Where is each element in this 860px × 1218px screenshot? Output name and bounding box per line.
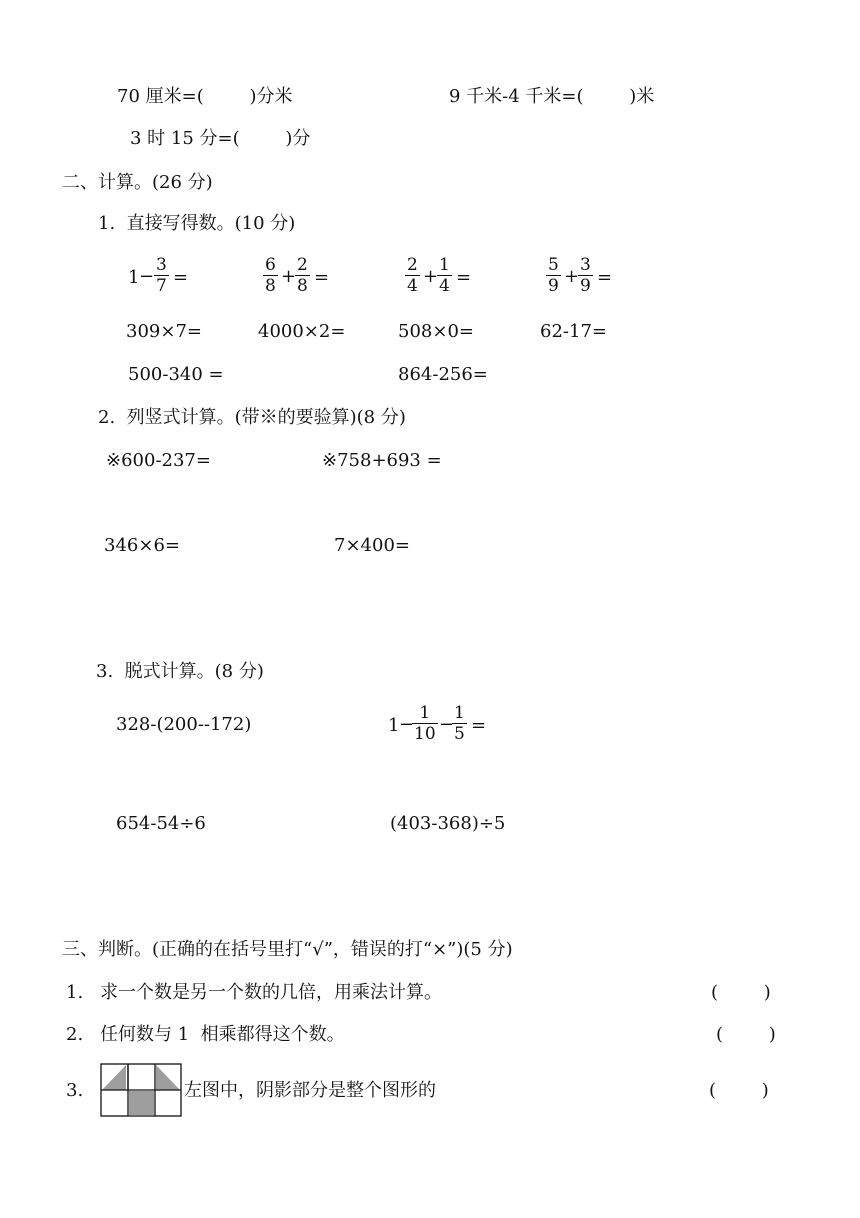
calc-500-340: 500-340 = [128,364,224,385]
judge-2-answer-blank[interactable]: ( ) [716,1024,776,1045]
calc-864-256: 864-256= [398,364,488,385]
q2-title: 2. 列竖式计算。(带※的要验算)(8 分) [98,407,406,428]
unit-conversion-cm: 70 厘米=( )分米 [117,86,293,107]
step-calc-1: 328-(200--172) [116,714,252,735]
judge-3-number: 3. [66,1080,84,1101]
judge-2-text: 任何数与 1 相乘都得这个数。 [100,1024,345,1045]
judge-1-answer-blank[interactable]: ( ) [711,982,771,1003]
vertical-calc-4: 7×400= [334,535,410,556]
step-calc-4: (403-368)÷5 [390,813,506,834]
judge-1-text: 求一个数是另一个数的几倍，用乘法计算。 [100,982,442,1003]
judge-3-text: 左图中，阴影部分是整个图形的 [184,1080,436,1101]
unit-conversion-time: 3 时 15 分=( )分 [130,128,311,149]
calc-309x7: 309×7= [126,321,202,342]
shaded-figure [100,1063,182,1117]
section-2-title: 二、计算。(26 分) [62,172,213,193]
judge-2-number: 2. [66,1024,84,1045]
judge-1-number: 1. [66,982,84,1003]
calc-62-17: 62-17= [540,321,607,342]
vertical-calc-1: ※600-237= [106,450,211,471]
unit-conversion-km: 9 千米-4 千米=( )米 [449,86,655,107]
step-calc-3: 654-54÷6 [116,813,206,834]
vertical-calc-2: ※758+693 = [322,450,442,471]
q1-title: 1. 直接写得数。(10 分) [98,213,296,234]
calc-4000x2: 4000×2= [258,321,346,342]
q3-title: 3. 脱式计算。(8 分) [96,661,264,682]
calc-508x0: 508×0= [398,321,474,342]
vertical-calc-3: 346×6= [104,535,180,556]
judge-3-answer-blank[interactable]: ( ) [709,1080,769,1101]
section-3-title: 三、判断。(正确的在括号里打“√”，错误的打“×”)(5 分) [62,939,513,960]
